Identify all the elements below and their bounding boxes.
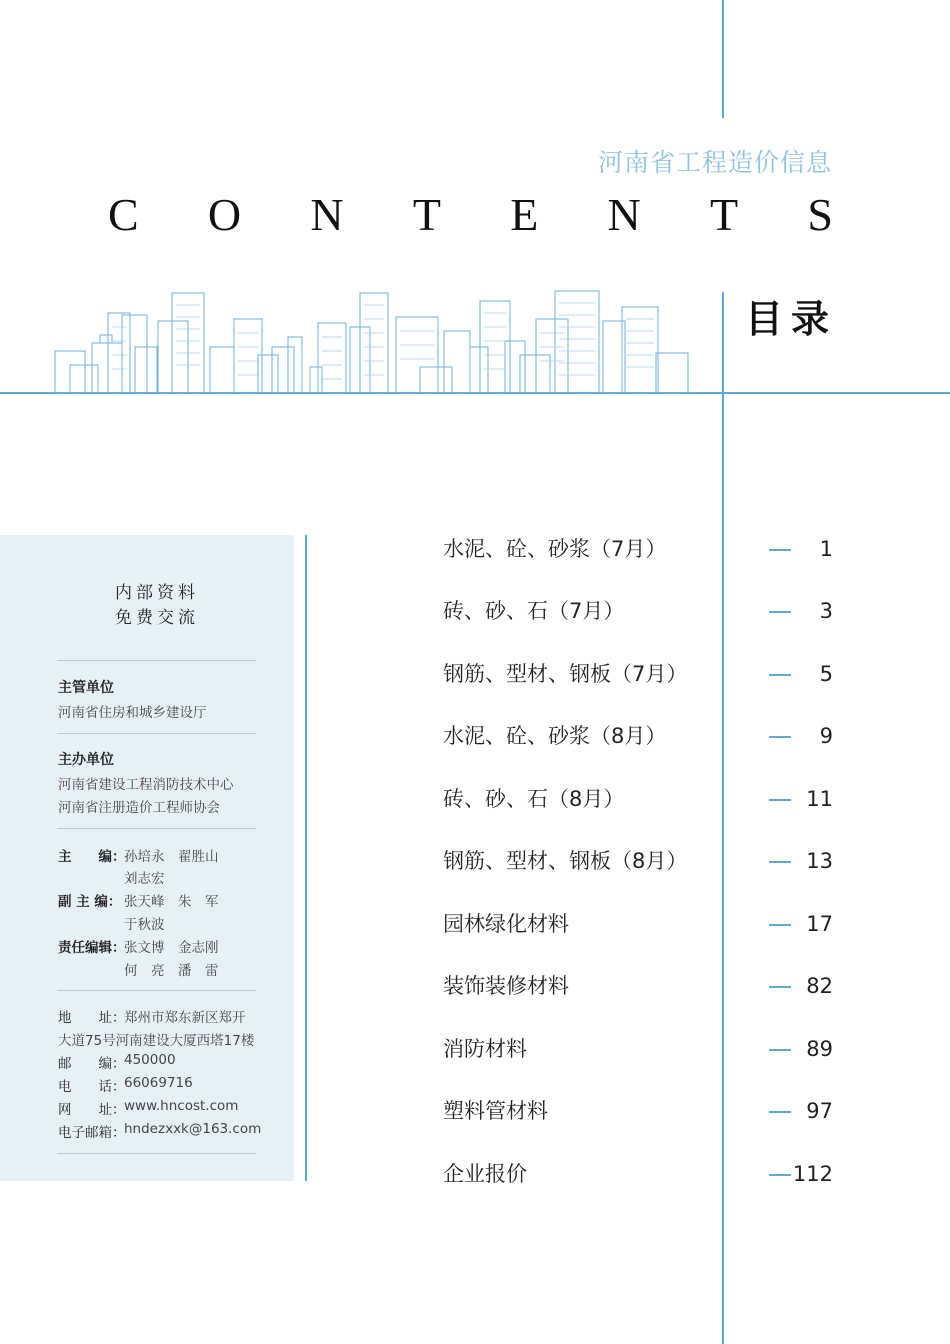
editor-names: 张天峰 朱 军 <box>124 894 219 910</box>
contents-letter: O <box>207 189 242 240</box>
contents-letter: N <box>310 189 344 240</box>
toc-entry[interactable] <box>443 784 833 824</box>
toc-entry-dash <box>769 1049 791 1051</box>
toc-entry-page: 112 <box>792 1162 833 1186</box>
editor-names: 张文博 金志刚 <box>124 940 219 956</box>
divider <box>57 828 256 829</box>
notice-line: 内部资料 <box>115 583 199 603</box>
contents-letter: C <box>108 189 139 240</box>
divider <box>57 733 256 734</box>
toc-entry[interactable] <box>443 1159 833 1199</box>
toc-entry-dash <box>769 549 791 551</box>
divider <box>57 660 256 661</box>
toc-entry-title: 消防材料 <box>443 1037 527 1061</box>
city-skyline-illustration <box>50 285 695 395</box>
toc-entry-title: 砖、砂、石（7月） <box>443 599 625 623</box>
toc-entry-page: 9 <box>819 724 833 748</box>
website-label: 网 址： <box>58 1102 126 1118</box>
address-label: 地 址： <box>58 1010 126 1026</box>
toc-entry-page: 11 <box>806 787 833 811</box>
sponsor-value: 河南省注册造价工程师协会 <box>58 800 220 816</box>
editor-label: 责任编辑： <box>58 940 126 956</box>
toc-entry[interactable] <box>443 1034 833 1074</box>
supervisor-value: 河南省住房和城乡建设厅 <box>58 705 207 721</box>
toc-entry-page: 82 <box>806 974 833 998</box>
toc-entry[interactable] <box>443 971 833 1011</box>
toc-entry-dash <box>769 799 791 801</box>
toc-entry-page: 13 <box>806 849 833 873</box>
editor-label: 副 主 编： <box>58 894 122 910</box>
address-value: 郑州市郑东新区郑开 <box>124 1010 246 1026</box>
toc-entry-dash <box>769 861 791 863</box>
publication-info-panel <box>0 535 294 1181</box>
toc-entry-page: 3 <box>819 599 833 623</box>
toc-entry-dash <box>769 1174 791 1176</box>
contents-letter: E <box>510 189 539 240</box>
editor-names: 何 亮 潘 雷 <box>124 963 219 979</box>
toc-entry-title: 钢筋、型材、钢板（8月） <box>443 849 688 873</box>
toc-entry-page: 5 <box>819 662 833 686</box>
toc-entry-title: 企业报价 <box>443 1162 527 1186</box>
address-value: 大道75号河南建设大厦西塔17楼 <box>58 1033 255 1049</box>
toc-entry[interactable] <box>443 1096 833 1136</box>
sponsor-value: 河南省建设工程消防技术中心 <box>58 777 234 793</box>
editor-names: 于秋波 <box>124 917 165 933</box>
editor-label: 主 编： <box>58 849 126 865</box>
toc-entry-title: 水泥、砼、砂浆（7月） <box>443 537 667 561</box>
phone-value: 66069716 <box>124 1075 193 1091</box>
toc-entry[interactable] <box>443 909 833 949</box>
toc-entry-dash <box>769 736 791 738</box>
divider <box>57 990 256 991</box>
toc-entry-dash <box>769 1111 791 1113</box>
vertical-divider-top <box>722 0 724 118</box>
editor-names: 孙培永 翟胜山 <box>124 849 219 865</box>
contents-letter: N <box>607 189 641 240</box>
toc-entry-page: 89 <box>806 1037 833 1061</box>
toc-entry[interactable] <box>443 534 833 574</box>
supervisor-label: 主管单位 <box>58 680 114 696</box>
divider <box>57 1153 256 1154</box>
toc-entry-page: 1 <box>819 537 833 561</box>
sponsor-label: 主办单位 <box>58 752 114 768</box>
phone-label: 电 话： <box>58 1079 126 1095</box>
toc-entry-dash <box>769 611 791 613</box>
contents-letter: T <box>710 189 739 240</box>
toc-entry-dash <box>769 674 791 676</box>
publication-title: 河南省工程造价信息 <box>597 148 832 177</box>
contents-letter: T <box>412 189 441 240</box>
toc-entry-dash <box>769 986 791 988</box>
toc-entry[interactable] <box>443 721 833 761</box>
email-link[interactable]: hndezxxk@163.com <box>124 1121 262 1137</box>
contents-heading <box>108 190 833 240</box>
notice-line: 免费交流 <box>115 608 199 628</box>
toc-entry-title: 钢筋、型材、钢板（7月） <box>443 662 688 686</box>
toc-entry[interactable] <box>443 659 833 699</box>
toc-entry-title: 装饰装修材料 <box>443 974 569 998</box>
toc-entry-page: 97 <box>806 1099 833 1123</box>
toc-entry-title: 砖、砂、石（8月） <box>443 787 625 811</box>
toc-entry[interactable] <box>443 596 833 636</box>
toc-entry-page: 17 <box>806 912 833 936</box>
toc-title: 目录 <box>745 297 838 341</box>
toc-left-divider <box>305 535 307 1181</box>
contents-letter: S <box>807 189 833 240</box>
editor-names: 刘志宏 <box>124 871 165 887</box>
toc-entry-dash <box>769 924 791 926</box>
email-label: 电子邮箱： <box>58 1125 126 1141</box>
toc-entry[interactable] <box>443 846 833 886</box>
toc-entry-title: 园林绿化材料 <box>443 912 569 936</box>
toc-entry-title: 塑料管材料 <box>443 1099 548 1123</box>
postcode-label: 邮 编： <box>58 1056 126 1072</box>
postcode-value: 450000 <box>124 1052 176 1068</box>
toc-entry-title: 水泥、砼、砂浆（8月） <box>443 724 667 748</box>
website-link[interactable]: www.hncost.com <box>124 1098 239 1114</box>
